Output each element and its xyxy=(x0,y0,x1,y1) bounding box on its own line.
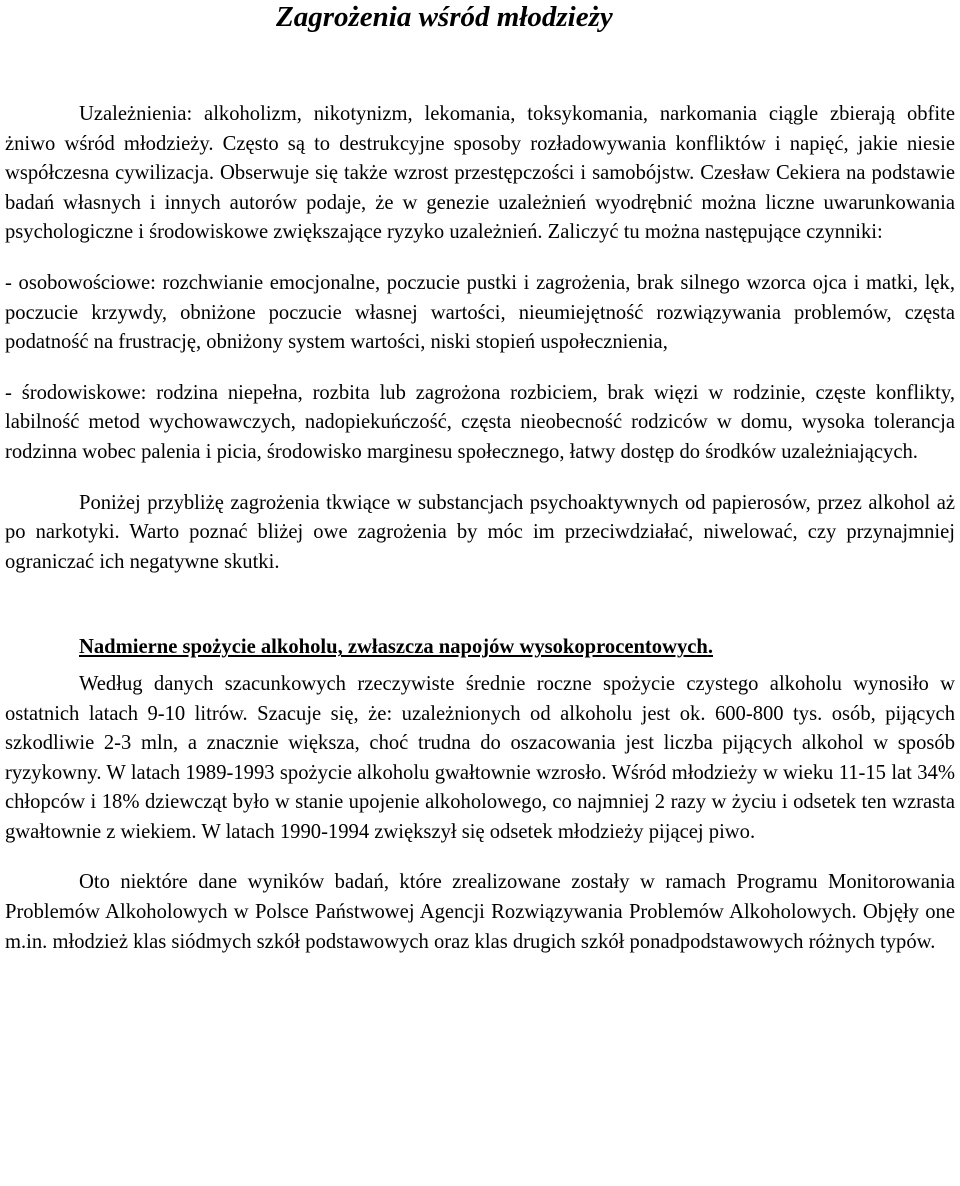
section-heading-period: . xyxy=(707,636,714,659)
page-title: Zagrożenia wśród młodzieży xyxy=(276,1,613,33)
section-heading xyxy=(5,633,955,663)
overview-paragraph: Poniżej przybliżę zagrożenia tkwiące w substancjach psychoaktywnych od papierosów, przez alkohol aż po narkotyki. Warto poznać bliżej owe zagrożenia by móc im przeciwdziałać, niwelować, czy przynajmniej ograniczać ich negatywne skutki. xyxy=(5,491,955,573)
personal-factors-paragraph: - osobowościowe: rozchwianie emocjonalne, poczucie pustki i zagrożenia, brak silnego wzorca ojca i matki, lęk, poczucie krzywdy, obniżone poczucie własnej wartości, nieumiejętność rozwiązywania problemów, częsta podatność na frustrację, obniżony system wartości, niski stopień uspołecznienia, xyxy=(5,271,955,354)
research-paragraph: Oto niektóre dane wyników badań, które zrealizowane zostały w ramach Programu Monitorowania Problemów Alkoholowych w Polsce Państwowej Agencji Rozwiązywania Problemów Alkoholowych. Objęły one m.in. młodzież klas siódmych szkół podstawowych oraz klas drugich szkół ponadpodstawowych różnych typów. xyxy=(5,871,955,953)
document-page xyxy=(5,0,955,957)
alcohol-estimates-paragraph: Według danych szacunkowych rzeczywiste średnie roczne spożycie czystego alkoholu wynosiło w ostatnich latach 9-10 litrów. Szacuje się, że: uzależnionych od alkoholu jest ok. 600-800 tys. osób, pijących szkodliwie 2-3 mln, a znacznie większa, choć trudna do oszacowania jest liczba pijących alkohol w sposób ryzykowny. W latach 1989-1993 spożycie alkoholu gwałtownie wzrosło. Wśród młodzieży w wieku 11-15 lat 34% chłopców i 18% dziewcząt było w stanie upojenie alkoholowego, co najmniej 2 razy w życiu i odsetek ten wzrasta gwałtownie z wiekiem. W latach 1990-1994 zwiększył się odsetek młodzieży pijącej piwo. xyxy=(5,672,955,843)
environmental-factors-paragraph: - środowiskowe: rodzina niepełna, rozbita lub zagrożona rozbiciem, brak więzi w rodzinie, częste konflikty, labilność metod wychowawczych, nadopiekuńczość, częsta nieobecność rodziców w domu, wysoka tolerancja rodzinna wobec palenia i picia, środowisko marginesu społecznego, łatwy dostęp do środków uzależniających. xyxy=(5,381,955,463)
intro-paragraph: Uzależnienia: alkoholizm, nikotynizm, lekomania, toksykomania, narkomania ciągle zbierają obfite żniwo wśród młodzieży. Często są to destrukcyjne sposoby rozładowywania konfliktów i napięć, jakie niesie współczesna cywilizacja. Obserwuje się także wzrost przestępczości i samobójstw. Czesław Cekiera na podstawie badań własnych i innych autorów podaje, że w genezie uzależnień wyodrębnić można liczne uwarunkowania psychologiczne i środowiskowe zwiększające ryzyko uzależnień. Zaliczyć tu można następujące czynniki: xyxy=(5,103,955,244)
section-heading-text: Nadmierne spożycie alkoholu, zwłaszcza napojów wysokoprocentowych xyxy=(79,636,708,659)
